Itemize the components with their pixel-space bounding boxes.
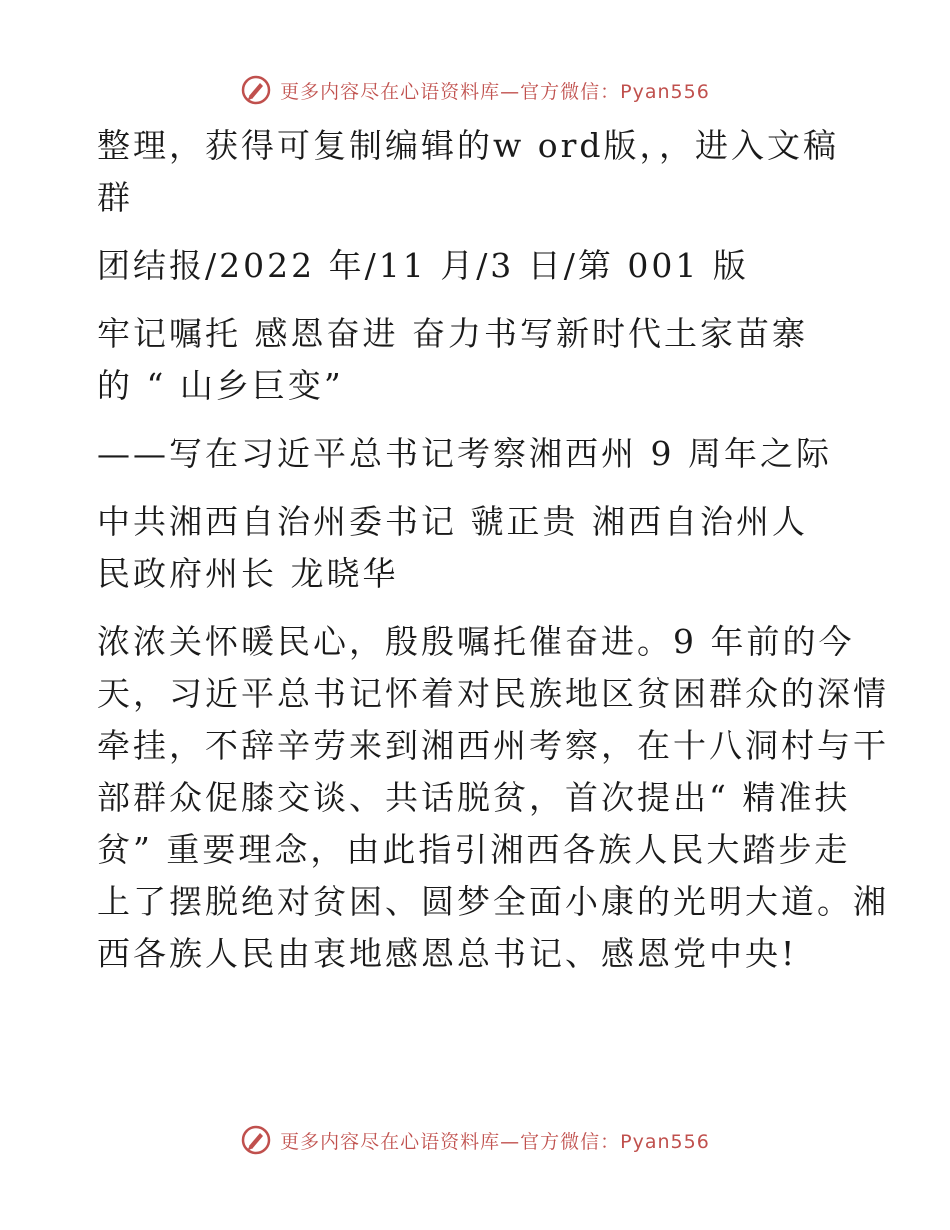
text-line: 整理，获得可复制编辑的w ord版，，进入文稿 [97, 126, 840, 165]
text-line: 浓浓关怀暖民心，殷殷嘱托催奋进。9 年前的今 [97, 622, 855, 661]
brand-logo-icon [240, 1124, 272, 1156]
text-line: 部群众促膝交谈、共话脱贫，首次提出“ 精准扶 [97, 778, 851, 817]
paragraph-body [97, 616, 889, 980]
text-line: 牵挂，不辞辛劳来到湘西州考察，在十八洞村与干 [97, 726, 889, 765]
paragraph-intro-note [97, 120, 857, 224]
document-body [97, 120, 889, 980]
header-watermark-banner [0, 70, 950, 110]
text-line: 天，习近平总书记怀着对民族地区贫困群众的深情 [97, 674, 889, 713]
footer-watermark-banner [0, 1120, 950, 1160]
banner-text: 更多内容尽在心语资料库—官方微信：Pyan556 [280, 1130, 710, 1153]
brand-logo-icon [240, 74, 272, 106]
paragraph-authors [97, 496, 857, 600]
text-line: 上了摆脱绝对贫困、圆梦全面小康的光明大道。湘 [97, 882, 889, 921]
paragraph-subtitle [97, 428, 857, 480]
text-line: 群 [97, 178, 133, 217]
text-line: 团结报/2022 年/11 月/3 日/第 001 版 [97, 246, 749, 285]
text-line: 西各族人民由衷地感恩总书记、感恩党中央! [97, 934, 798, 973]
text-line: 中共湘西自治州委书记 虢正贵 湘西自治州人 [97, 502, 808, 541]
paragraph-source [97, 240, 857, 292]
text-line: 贫” 重要理念，由此指引湘西各族人民大踏步走 [97, 830, 851, 869]
text-line: ——写在习近平总书记考察湘西州 9 周年之际 [97, 434, 832, 473]
banner-text: 更多内容尽在心语资料库—官方微信：Pyan556 [280, 80, 710, 103]
paragraph-title [97, 308, 857, 412]
text-line: 牢记嘱托 感恩奋进 奋力书写新时代土家苗寨 [97, 314, 808, 353]
text-line: 的 “ 山乡巨变” [97, 366, 344, 405]
text-line: 民政府州长 龙晓华 [97, 554, 399, 593]
